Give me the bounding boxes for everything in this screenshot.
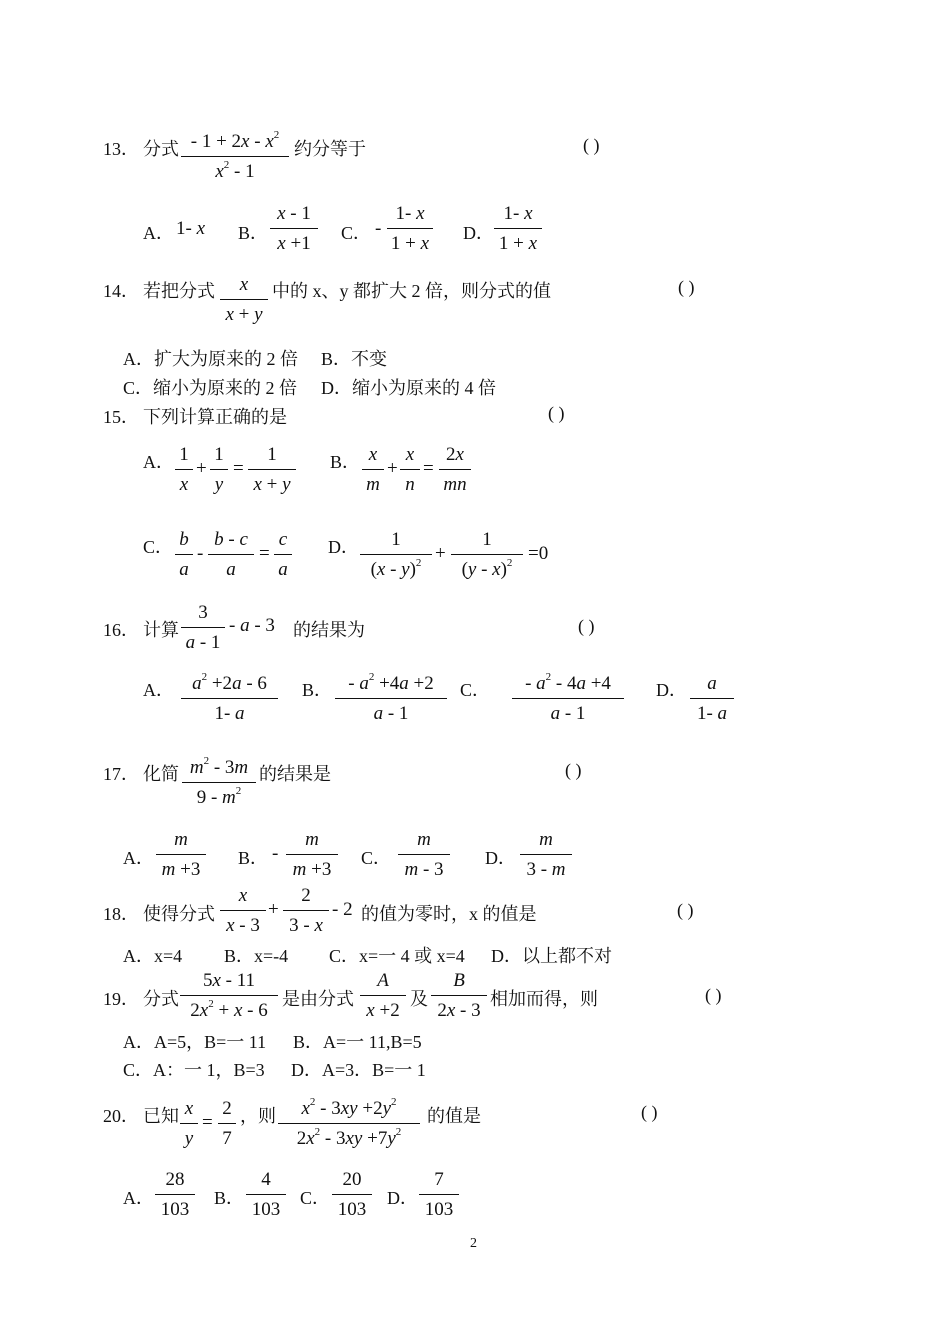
q18-fraction-1: x x - 3 xyxy=(220,885,266,937)
q15-option-a-frac2: 1 y xyxy=(210,444,228,496)
q15-option-a-equals: = xyxy=(233,458,244,479)
q15-option-b-plus: + xyxy=(387,458,398,479)
q19-option-b: B．A=一 11,B=5 xyxy=(293,1032,422,1052)
q15-option-b-frac3: 2x mn xyxy=(439,444,471,496)
q20-option-a-label: A． xyxy=(123,1188,154,1208)
q15-option-a-plus: + xyxy=(196,458,207,479)
q20-fraction-xy: x y xyxy=(180,1098,198,1150)
q19-suffix: 相加而得，则 xyxy=(490,989,598,1009)
q17-answer-blank[interactable]: ( ) xyxy=(565,760,582,780)
q15-option-b-equals: = xyxy=(423,458,434,479)
q13-number: 13． xyxy=(103,139,139,159)
q20-equals: = xyxy=(202,1112,213,1133)
q19-number: 19． xyxy=(103,989,139,1009)
q18-plus: + xyxy=(268,899,279,920)
q16-option-a-fraction: $a^2 +2a - 6$ 1- a xyxy=(181,673,278,725)
q18-minus-two: - 2 xyxy=(332,899,353,920)
q19-mid1: 是由分式 xyxy=(282,989,354,1009)
q16-option-d-fraction: a 1- a xyxy=(690,673,734,725)
q19-prefix: 分式 xyxy=(143,989,179,1009)
q13-fraction: - $1 + 2x - x^2$ $x^2 - 1$ xyxy=(181,131,289,183)
q17-suffix: 的结果是 xyxy=(259,764,331,784)
q15-option-b-label: B． xyxy=(330,452,361,472)
q13-answer-blank[interactable]: ( ) xyxy=(583,135,600,155)
q15-option-d-label: D． xyxy=(328,537,359,557)
q20-option-b-label: B． xyxy=(214,1188,245,1208)
q20-prefix: 已知 xyxy=(143,1106,179,1126)
q16-expr-tail: - a - 3 xyxy=(229,615,275,636)
q15-option-c-minus: - xyxy=(197,543,204,564)
q18-option-a: A．x=4 xyxy=(123,946,183,966)
q14-option-d: D．缩小为原来的 4 倍 xyxy=(321,378,496,398)
q17-option-c-fraction: m m - 3 xyxy=(398,829,450,881)
q13-option-a-label: A． xyxy=(143,223,174,243)
q20-number: 20． xyxy=(103,1106,139,1126)
q13-option-b-fraction: x - 1 x +1 xyxy=(270,203,318,255)
q15-number: 15． xyxy=(103,407,139,427)
q15-option-d-frac1: 1 (x - y)$^2$ xyxy=(360,529,432,581)
q15-answer-blank[interactable]: ( ) xyxy=(548,403,565,423)
q13-suffix: 约分等于 xyxy=(294,139,366,159)
q20-option-c-label: C． xyxy=(300,1188,331,1208)
q15-option-c-frac3: c a xyxy=(274,529,292,581)
q13-option-c-fraction: 1- x 1 + x xyxy=(387,203,433,255)
q15-option-c-equals: = xyxy=(259,543,270,564)
q15-option-c-frac2: b - c a xyxy=(208,529,254,581)
q16-fraction: 3 a - 1 xyxy=(181,602,225,654)
q17-option-b-label: B． xyxy=(238,848,269,868)
q15-text: 下列计算正确的是 xyxy=(143,407,287,427)
q15-option-d-plus: + xyxy=(435,543,446,564)
q17-option-a-fraction: m m +3 xyxy=(156,829,206,881)
q15-option-a-frac1: 1 x xyxy=(175,444,193,496)
q15-option-a-frac3: 1 x + y xyxy=(248,444,296,496)
q20-option-b-fraction: 4 103 xyxy=(246,1169,286,1221)
q14-prefix: 若把分式 xyxy=(143,281,215,301)
q15-option-c-label: C． xyxy=(143,537,174,557)
q20-option-c-fraction: 20 103 xyxy=(332,1169,372,1221)
q15-option-b-frac1: x m xyxy=(362,444,384,496)
q16-option-d-label: D． xyxy=(656,680,687,700)
q18-option-c: C．x=一 4 或 x=4 xyxy=(329,946,465,966)
q14-suffix: 中的 x、y 都扩大 2 倍，则分式的值 xyxy=(272,281,551,301)
q13-prefix: 分式 xyxy=(143,139,179,159)
q18-option-b: B．x=-4 xyxy=(224,946,289,966)
q15-option-a-label: A． xyxy=(143,452,174,472)
q19-option-a: A．A=5，B=一 11 xyxy=(123,1032,267,1052)
q18-fraction-2: 2 3 - x xyxy=(283,885,329,937)
q17-option-d-fraction: m 3 - m xyxy=(520,829,572,881)
q15-option-d-rhs: =0 xyxy=(528,543,549,564)
q14-number: 14． xyxy=(103,281,139,301)
q13-option-c-minus: - xyxy=(375,218,382,239)
q20-answer-blank[interactable]: ( ) xyxy=(641,1102,658,1122)
q17-fraction: $m^2 - 3m$ $9 - m^2$ xyxy=(182,757,256,809)
q16-number: 16． xyxy=(103,620,139,640)
q20-suffix: 的值是 xyxy=(427,1106,481,1126)
q14-option-a: A．扩大为原来的 2 倍 xyxy=(123,349,298,369)
q18-prefix: 使得分式 xyxy=(143,904,215,924)
q16-prefix: 计算 xyxy=(143,620,179,640)
q13-option-a-expr: 1- x xyxy=(176,218,206,239)
q13-option-c-label: C． xyxy=(341,223,372,243)
q16-option-c-label: C． xyxy=(460,680,491,700)
q19-fraction-a: A x +2 xyxy=(360,970,406,1022)
q18-suffix: 的值为零时，x 的值是 xyxy=(361,904,537,924)
q16-option-b-fraction: - $a^2 +4a +2$ a - 1 xyxy=(335,673,447,725)
q13-option-d-label: D． xyxy=(463,223,494,243)
q16-option-c-fraction: - $a^2 - 4a +4$ a - 1 xyxy=(512,673,624,725)
q17-option-a-label: A． xyxy=(123,848,154,868)
q17-option-d-label: D． xyxy=(485,848,516,868)
q20-option-a-fraction: 28 103 xyxy=(155,1169,195,1221)
q19-fraction-main: 5x - 11 $2x^2 + x - 6$ xyxy=(180,970,278,1022)
q19-option-d: D．A=3．B=一 1 xyxy=(291,1060,426,1080)
q19-mid2: 及 xyxy=(410,989,428,1009)
page-number: 2 xyxy=(470,1236,477,1251)
q14-option-b: B．不变 xyxy=(321,349,388,369)
q16-answer-blank[interactable]: ( ) xyxy=(578,616,595,636)
q17-prefix: 化简 xyxy=(143,764,179,784)
q17-number: 17． xyxy=(103,764,139,784)
q19-fraction-b: B 2x - 3 xyxy=(431,970,487,1022)
q17-option-b-minus: - xyxy=(272,843,279,864)
q18-answer-blank[interactable]: ( ) xyxy=(677,900,694,920)
q18-option-d: D．以上都不对 xyxy=(491,946,612,966)
q19-option-c: C．A：一 1，B=3 xyxy=(123,1060,265,1080)
q14-answer-blank[interactable]: ( ) xyxy=(678,277,695,297)
q18-number: 18． xyxy=(103,904,139,924)
q20-fraction-main: $x^2 - 3xy +2y^2$ $2x^2 - 3xy +7y^2$ xyxy=(278,1098,420,1150)
q15-option-b-frac2: x n xyxy=(400,444,420,496)
q16-option-a-label: A． xyxy=(143,680,174,700)
q20-option-d-fraction: 7 103 xyxy=(419,1169,459,1221)
q17-option-c-label: C． xyxy=(361,848,392,868)
q19-answer-blank[interactable]: ( ) xyxy=(705,985,722,1005)
q20-mid: ，则 xyxy=(240,1106,276,1126)
q20-option-d-label: D． xyxy=(387,1188,418,1208)
q14-fraction: x x + y xyxy=(220,274,268,326)
q15-option-c-frac1: b a xyxy=(175,529,193,581)
q16-option-b-label: B． xyxy=(302,680,333,700)
q13-option-d-fraction: 1- x 1 + x xyxy=(494,203,542,255)
q16-suffix: 的结果为 xyxy=(293,620,365,640)
q14-option-c: C．缩小为原来的 2 倍 xyxy=(123,378,298,398)
q15-option-d-frac2: 1 (y - x)$^2$ xyxy=(451,529,523,581)
q13-option-b-label: B． xyxy=(238,223,269,243)
q20-fraction-ratio: 2 7 xyxy=(218,1098,236,1150)
q17-option-b-fraction: m m +3 xyxy=(286,829,338,881)
